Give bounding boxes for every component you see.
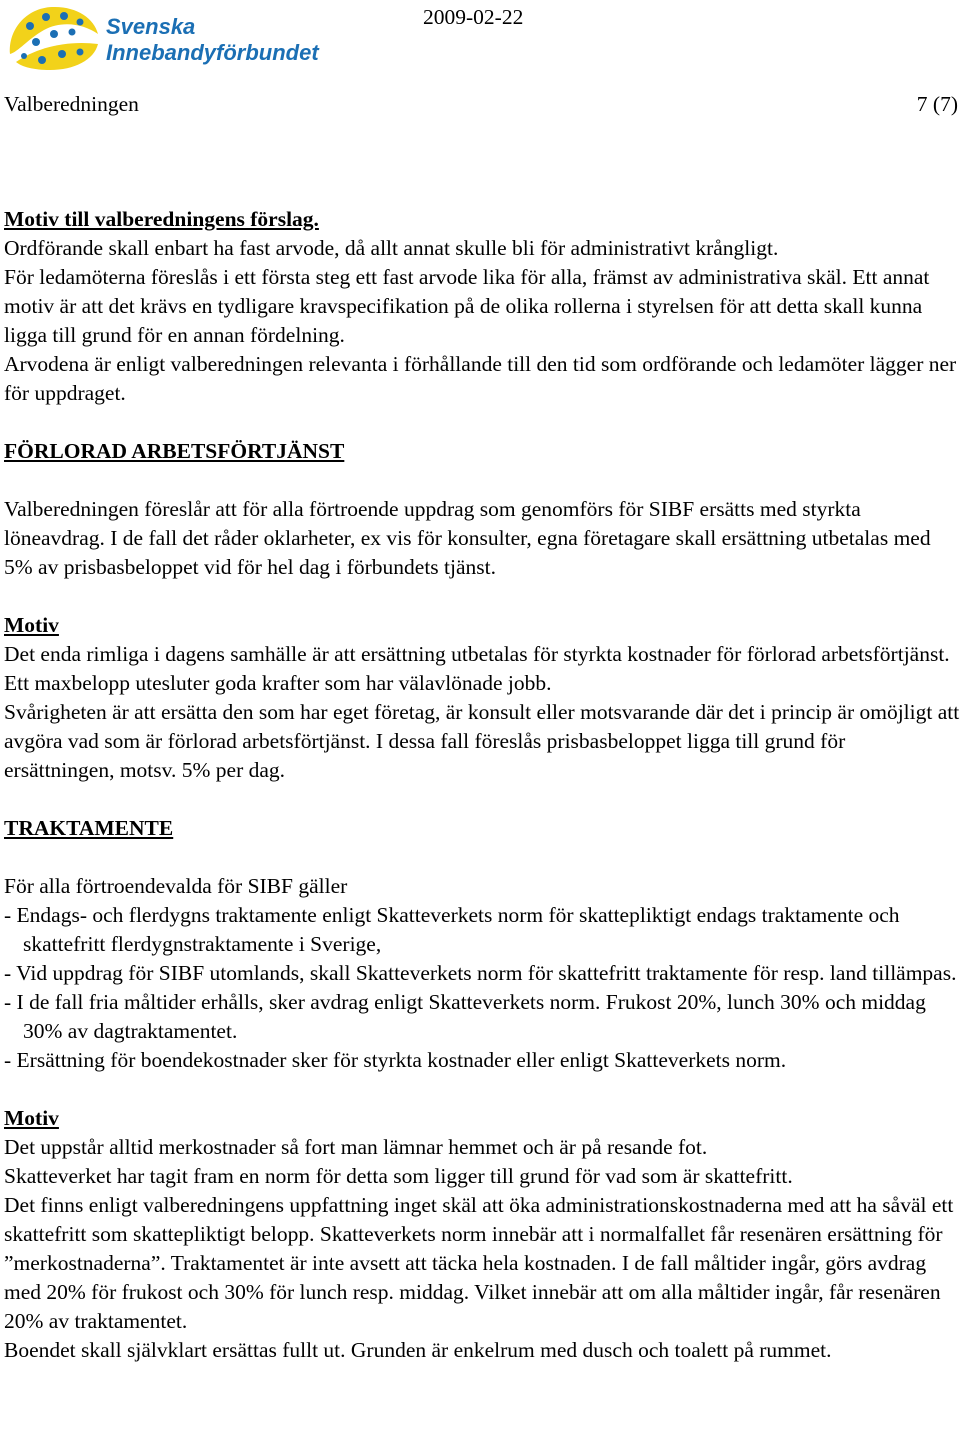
paragraph: För alla förtroendevalda för SIBF gäller	[4, 874, 348, 898]
paragraph: Boendet skall självklart ersättas fullt ut. Grunden är enkelrum med dusch och toalett på rummet.	[4, 1338, 832, 1362]
section-heading-forlorad-arbetsfortjanst: FÖRLORAD ARBETSFÖRTJÄNST	[4, 439, 345, 463]
list-item: - I de fall fria måltider erhålls, sker avdrag enligt Skatteverkets norm. Frukost 20%, lunch 30% och middag 30% av dagtraktamentet.	[4, 990, 926, 1043]
list-item: - Ersättning för boendekostnader sker för styrkta kostnader eller enligt Skatteverkets norm.	[4, 1048, 787, 1072]
section-heading-motiv-forslag: Motiv till valberedningens förslag.	[4, 207, 319, 231]
list-item: - Vid uppdrag för SIBF utomlands, skall Skatteverkets norm för skattefritt traktamente för resp. land tillämpas.	[4, 961, 957, 985]
paragraph: Ordförande skall enbart ha fast arvode, då allt annat skulle bli för administrativt krångligt.	[4, 236, 779, 260]
page-header	[0, 0, 960, 80]
paragraph: Arvodena är enligt valberedningen relevanta i förhållande till den tid som ordförande och ledamöter lägger ner för uppdraget.	[4, 352, 957, 405]
document-body	[4, 205, 960, 1365]
document-title: Valberedningen	[4, 92, 139, 116]
logo-text-line2: Innebandyförbundet	[106, 40, 319, 65]
paragraph: Det enda rimliga i dagens samhälle är att ersättning utbetalas för styrkta kostnader för förlorad arbetsförtjänst. Ett maxbelopp utesluter goda krafter som har välavlönade jobb.	[4, 642, 950, 695]
logo-text-line1: Svenska	[106, 14, 196, 39]
paragraph: Svårigheten är att ersätta den som har eget företag, är konsult eller motsvarande där det i princip är omöjligt att avgöra vad som är förlorad arbetsförtjänst. I dessa fall föreslås prisbasbeloppet ligga till grund för ersättningen, motsv. 5% per dag.	[4, 700, 960, 782]
motiv-label: Motiv	[4, 1106, 59, 1130]
document-date: 2009-02-22	[423, 5, 524, 29]
innebandy-logo	[6, 4, 336, 72]
section-heading-traktamente: TRAKTAMENTE	[4, 816, 174, 840]
ball-icon	[10, 7, 98, 70]
paragraph: Det finns enligt valberedningens uppfattning inget skäl att öka administrationskostnaderna med att ha såväl ett skattefritt som skattepliktigt belopp. Skatteverkets norm innebär att i normalfallet får resenären ersättning för ”merkostnaderna”. Traktamentet är inte avsett att täcka hela kostnaden. I de fall måltider ingår, görs avdrag med 20% för frukost och 30% för lunch resp. middag. Vilket innebär att om alla måltider ingår, får resenären 20% av traktamentet.	[4, 1193, 954, 1333]
motiv-label: Motiv	[4, 613, 59, 637]
paragraph: För ledamöterna föreslås i ett första steg ett fast arvode lika för alla, främst av administrativa skäl. Ett annat motiv är att det krävs en tydligare kravspecifikation på de olika rollerna i styrelsen för att detta skall kunna ligga till grund för en annan fördelning.	[4, 265, 930, 347]
page-number: 7 (7)	[916, 92, 958, 116]
paragraph: Skatteverket har tagit fram en norm för detta som ligger till grund för vad som är skattefritt.	[4, 1164, 793, 1188]
list-item: - Endags- och flerdygns traktamente enligt Skatteverkets norm för skattepliktigt endags traktamente och skattefritt flerdygnstraktamente i Sverige,	[4, 903, 900, 956]
paragraph: Valberedningen föreslår att för alla förtroende uppdrag som genomförs för SIBF ersätts med styrkta löneavdrag. I de fall det råder oklarheter, ex vis för konsulter, egna företagare skall ersättning utbetalas med 5% av prisbasbeloppet vid för hel dag i förbundets tjänst.	[4, 497, 931, 579]
paragraph: Det uppstår alltid merkostnader så fort man lämnar hemmet och är på resande fot.	[4, 1135, 708, 1159]
